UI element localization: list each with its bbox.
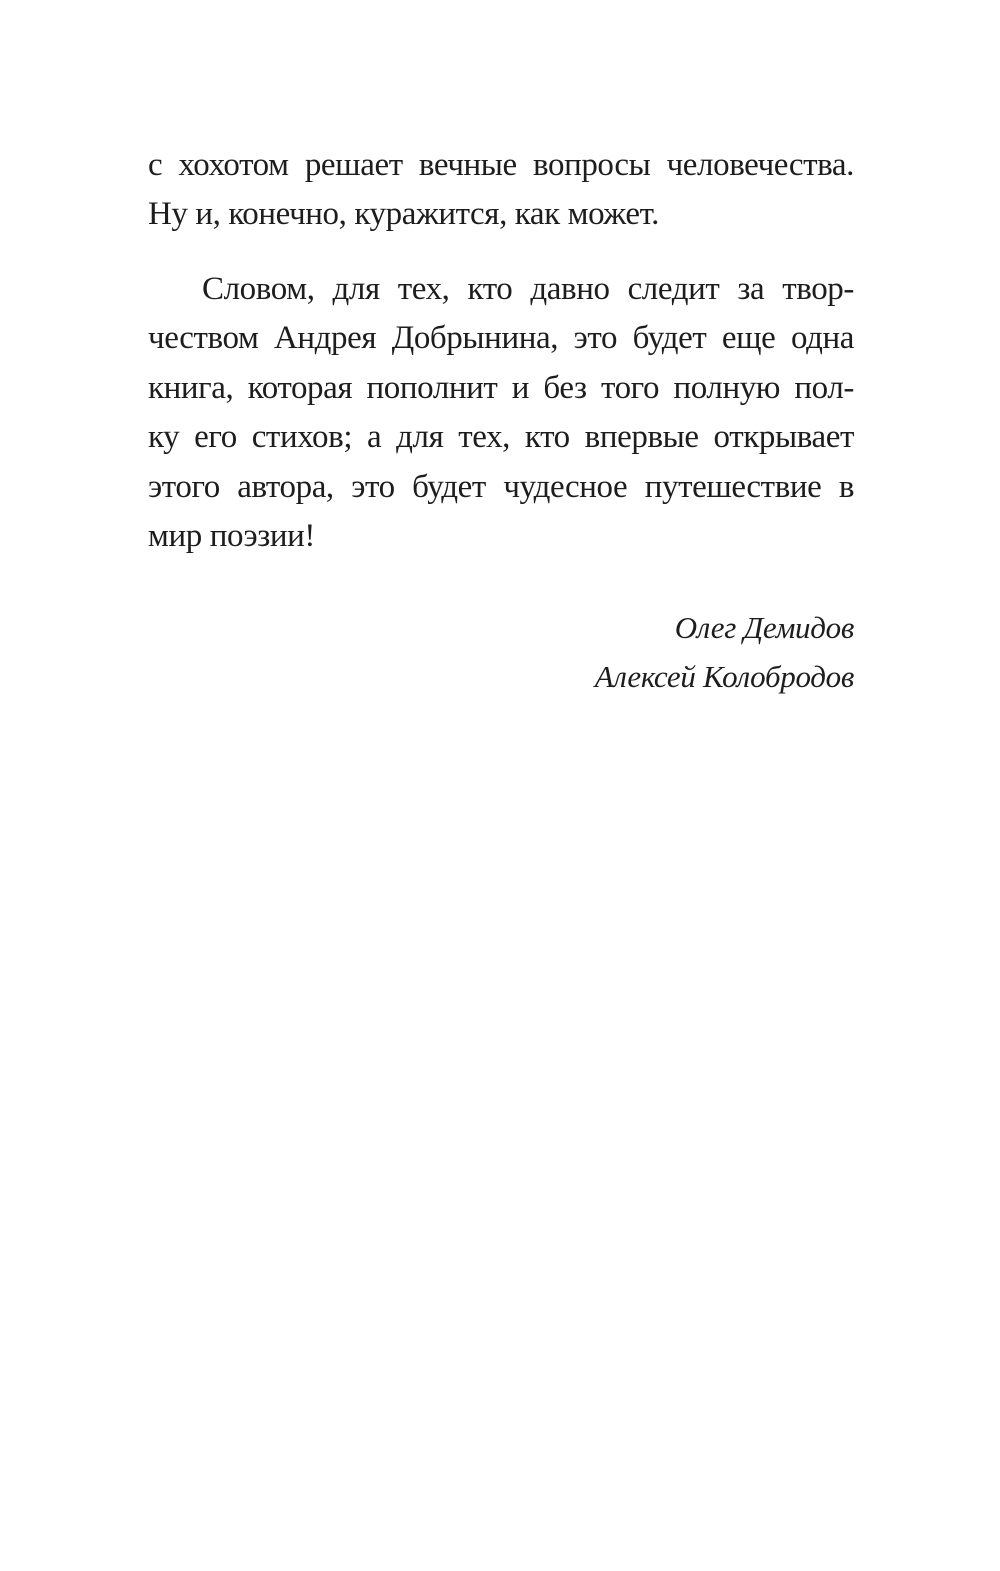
text-line: ку его стихов; а для тех, кто впервые открывает [148,419,854,455]
text-line: Словом, для тех, кто давно следит за твор- [202,271,854,307]
signature-author-2: Алексей Колобродов [594,659,854,694]
text-line: Ну и, конечно, куражится, как может. [148,196,659,232]
text-line: мир поэзии! [148,518,315,554]
text-line: книга, которая пополнит и без того полную пол- [148,370,854,406]
text-line: чеством Андрея Добрынина, это будет еще одна [148,320,854,356]
text-line: этого автора, это будет чудесное путешествие в [148,469,854,505]
text-line: с хохотом решает вечные вопросы человечества. [148,147,854,183]
signature-author-1: Олег Демидов [674,610,854,645]
